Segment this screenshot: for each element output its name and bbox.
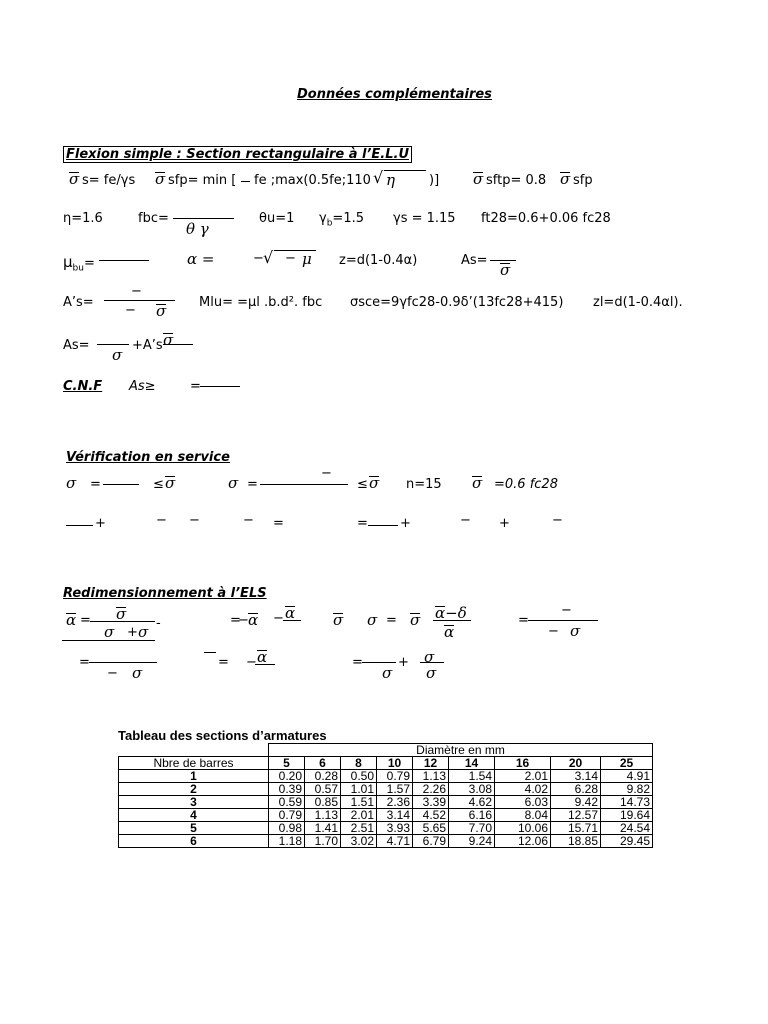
- service-line2-bar: [66, 525, 93, 526]
- section-value-cell: 0.57: [305, 783, 341, 796]
- redim-num-sigma: σ: [116, 605, 127, 623]
- service-eq-1: =: [90, 477, 101, 492]
- section-value-cell: 0.79: [377, 770, 413, 783]
- section-value-cell: 3.39: [413, 796, 449, 809]
- section-value-cell: 1.51: [341, 796, 377, 809]
- section-value-cell: 1.01: [341, 783, 377, 796]
- section-value-cell: 3.02: [341, 835, 377, 848]
- minus-sign-6: −: [156, 513, 167, 528]
- service-sigma-2: σ: [228, 474, 239, 492]
- sigma-sce-formula: σsce=9γfc28-0.9δ’(13fc28+415): [350, 295, 564, 310]
- as-prime-sigma: σ: [156, 302, 167, 320]
- zl-formula: zl=d(1-0.4αl).: [593, 295, 683, 310]
- redim-alpha-delta: α−δ: [435, 604, 467, 622]
- section-value-cell: 3.08: [449, 783, 495, 796]
- diameter-header: 25: [601, 757, 653, 770]
- section-value-cell: 6.28: [551, 783, 601, 796]
- minus-sign-11: -: [156, 616, 161, 631]
- section-value-cell: 0.79: [269, 809, 305, 822]
- eq-sign-3: =: [80, 613, 91, 628]
- section-value-cell: 9.24: [449, 835, 495, 848]
- eta-value: η=1.6: [63, 211, 103, 226]
- section-value-cell: 4.91: [601, 770, 653, 783]
- sigma-s-symbol: σ: [69, 170, 80, 188]
- service-le-2: ≤: [357, 477, 368, 492]
- bar-count-cell: 6: [119, 835, 269, 848]
- minus-sign-14: −: [561, 603, 572, 618]
- service-eq-2: =: [247, 477, 258, 492]
- redim-fraction-8: [420, 662, 444, 663]
- sqrt-symbol: √: [373, 168, 384, 187]
- section-value-cell: 14.73: [601, 796, 653, 809]
- section-value-cell: 6.16: [449, 809, 495, 822]
- plus-sign: +: [95, 516, 106, 531]
- section-value-cell: 10.06: [495, 822, 551, 835]
- section-value-cell: 0.85: [305, 796, 341, 809]
- table-row: [119, 770, 653, 783]
- bar-count-cell: 2: [119, 783, 269, 796]
- redim-sigma-5: σ: [367, 611, 378, 629]
- redim-alpha-bar-3: α: [285, 604, 296, 622]
- eq-sign-2: =: [357, 516, 368, 531]
- diameter-header: 20: [551, 757, 601, 770]
- section-value-cell: 4.02: [495, 783, 551, 796]
- section-value-cell: 0.39: [269, 783, 305, 796]
- as-sigma-2: σ: [112, 346, 123, 364]
- as-prime-bar-2: [163, 344, 193, 345]
- redim-fraction-6: [255, 664, 275, 665]
- redim-sigma-11: σ: [426, 664, 437, 682]
- section-value-cell: 29.45: [601, 835, 653, 848]
- section-value-cell: 2.26: [413, 783, 449, 796]
- redim-heading: Redimensionnement à l’ELS: [63, 586, 267, 601]
- redim-alpha-bar-4: α: [257, 648, 268, 666]
- redim-fraction-7: [362, 662, 396, 663]
- fbc-label: fbc=: [138, 211, 169, 226]
- sigma-sfp-formula: sfp= min [: [168, 173, 237, 188]
- section-value-cell: 0.59: [269, 796, 305, 809]
- section-value-cell: 0.98: [269, 822, 305, 835]
- minus-sign-15: −: [548, 624, 559, 639]
- service-heading: Vérification en service: [66, 450, 230, 465]
- mu-symbol: μ: [302, 250, 312, 268]
- minus-sign-10: −: [552, 513, 563, 528]
- minus-sign-5: −: [321, 466, 332, 481]
- eq-sign-8: =: [218, 655, 229, 670]
- mlu-formula: Mlu= =μl .b.d². fbc: [199, 295, 323, 310]
- minus-sign: −: [253, 251, 264, 266]
- table-corner: [119, 744, 269, 757]
- service-sigma-bar-1: σ: [165, 474, 176, 492]
- as-prime-fraction-bar: [104, 300, 175, 301]
- minus-sign-4: −: [125, 303, 136, 318]
- minus-sign-7: −: [189, 513, 200, 528]
- redim-sigma-10: σ: [424, 648, 435, 666]
- service-bar-1: [103, 484, 139, 485]
- diameter-header: 16: [495, 757, 551, 770]
- sigma-sfp-symbol-2: σ: [560, 170, 571, 188]
- table-row: [119, 835, 653, 848]
- minus-sign-9: −: [460, 513, 471, 528]
- sfp-max-term: fe ;max(0.5fe;110: [254, 173, 371, 188]
- section-value-cell: 3.14: [551, 770, 601, 783]
- flexion-heading: Flexion simple : Section rectangulaire à l’E.L.U: [63, 146, 412, 163]
- sigma-sfp-label: sfp: [573, 173, 593, 188]
- table-row: [119, 783, 653, 796]
- redim-alpha-den: α: [444, 623, 455, 641]
- as-prime-sigma-2: σ: [163, 331, 174, 349]
- redim-sigma-8: σ: [132, 664, 143, 682]
- plus-sign-2: +: [400, 516, 411, 531]
- service-n: n=15: [406, 477, 442, 492]
- service-line2-bar-2: [368, 525, 398, 526]
- redim-fraction-5: [89, 662, 157, 663]
- ft28-formula: ft28=0.6+0.06 fc28: [481, 211, 611, 226]
- z-formula: z=d(1-0.4α): [339, 253, 418, 268]
- bar-count-cell: 4: [119, 809, 269, 822]
- sigma-sfp-symbol: σ: [155, 170, 166, 188]
- plus-sign-5: +: [398, 655, 409, 670]
- cnf-eq: =: [190, 379, 201, 394]
- section-value-cell: 1.57: [377, 783, 413, 796]
- diameter-header: 8: [341, 757, 377, 770]
- minus-sign-3: −: [131, 284, 142, 299]
- section-value-cell: 1.18: [269, 835, 305, 848]
- minus-sign-13: −: [273, 611, 284, 626]
- service-sigma-bar-3: σ: [472, 474, 483, 492]
- cnf-bar: [200, 386, 240, 387]
- section-value-cell: 15.71: [551, 822, 601, 835]
- mu-fraction-bar: [99, 260, 149, 261]
- section-value-cell: 9.42: [551, 796, 601, 809]
- minus-sign-12: −: [238, 613, 249, 628]
- section-value-cell: 18.85: [551, 835, 601, 848]
- section-value-cell: 6.03: [495, 796, 551, 809]
- minus-sign-16: −: [107, 666, 118, 681]
- as-label-2: As=: [63, 338, 90, 353]
- cnf-as: As≥: [129, 379, 156, 394]
- redim-underline: [62, 640, 155, 641]
- bar-count-cell: 3: [119, 796, 269, 809]
- section-value-cell: 1.13: [413, 770, 449, 783]
- minus-sign-17: −: [246, 655, 257, 670]
- as-prime-label: A’s=: [63, 295, 94, 310]
- redim-sigma-bar-4: σ: [333, 611, 344, 629]
- service-fc: =0.6 fc28: [494, 477, 558, 492]
- diameter-header: 6: [305, 757, 341, 770]
- redim-sigma-7: σ: [570, 622, 581, 640]
- section-value-cell: 1.41: [305, 822, 341, 835]
- service-sigma-bar-2: σ: [369, 474, 380, 492]
- eq-sign-6: =: [518, 613, 529, 628]
- eta-symbol: η: [386, 171, 395, 189]
- fraction-bar: [241, 181, 250, 182]
- diameter-group-header: Diamètre en mm: [269, 744, 653, 757]
- section-value-cell: 2.01: [341, 809, 377, 822]
- bar-count-cell: 5: [119, 822, 269, 835]
- redim-bar-6: [204, 652, 216, 653]
- theta-u-value: θu=1: [259, 211, 295, 226]
- section-value-cell: 1.54: [449, 770, 495, 783]
- redim-sigma-9: σ: [382, 664, 393, 682]
- minus-sign-8: −: [243, 513, 254, 528]
- plus-sign-4: +: [127, 625, 138, 640]
- bar-count-cell: 1: [119, 770, 269, 783]
- section-value-cell: 5.65: [413, 822, 449, 835]
- section-value-cell: 24.54: [601, 822, 653, 835]
- section-value-cell: 4.71: [377, 835, 413, 848]
- section-value-cell: 1.13: [305, 809, 341, 822]
- mu-bu-label: $\mu_{bu}=$: [63, 253, 95, 274]
- redim-den-sigma-1: σ: [104, 623, 115, 641]
- section-value-cell: 2.51: [341, 822, 377, 835]
- section-value-cell: 0.28: [305, 770, 341, 783]
- diameter-header: 5: [269, 757, 305, 770]
- diameter-header: 12: [413, 757, 449, 770]
- section-value-cell: 3.93: [377, 822, 413, 835]
- gamma-b-value: $\gamma_b=1.5$: [319, 211, 364, 229]
- alpha-formula: α =: [187, 250, 215, 268]
- minus-sign-2: −: [285, 251, 296, 266]
- section-value-cell: 0.20: [269, 770, 305, 783]
- section-value-cell: 2.36: [377, 796, 413, 809]
- as-label: As=: [461, 253, 488, 268]
- gamma-s-value: γs = 1.15: [393, 211, 456, 226]
- sigma-sftp-symbol: σ: [473, 170, 484, 188]
- plus-as-prime: +A’s: [132, 338, 163, 353]
- table-row: [119, 822, 653, 835]
- sqrt-symbol-2: √: [263, 248, 274, 267]
- section-value-cell: 19.64: [601, 809, 653, 822]
- section-value-cell: 8.04: [495, 809, 551, 822]
- redim-fraction-3: [433, 620, 471, 621]
- service-sigma-1: σ: [66, 474, 77, 492]
- table-row: [119, 809, 653, 822]
- section-value-cell: 4.52: [413, 809, 449, 822]
- sigma-s-formula: s= fe/γs: [82, 173, 136, 188]
- redim-sigma-bar-6: σ: [410, 611, 421, 629]
- section-value-cell: 7.70: [449, 822, 495, 835]
- plus-sign-3: +: [499, 516, 510, 531]
- service-le-1: ≤: [153, 477, 164, 492]
- section-value-cell: 6.79: [413, 835, 449, 848]
- section-value-cell: 12.06: [495, 835, 551, 848]
- section-value-cell: 3.14: [377, 809, 413, 822]
- redim-alpha-bar: α: [66, 611, 77, 629]
- section-value-cell: 9.82: [601, 783, 653, 796]
- redim-alpha-bar-2: α: [248, 611, 259, 629]
- service-bar-2: [260, 484, 348, 485]
- armature-table: [118, 743, 653, 848]
- cnf-label: C.N.F: [63, 379, 103, 394]
- eq-sign-9: =: [352, 655, 363, 670]
- row-header: Nbre de barres: [119, 757, 269, 770]
- fbc-fraction-bar: [173, 218, 234, 219]
- redim-den-sigma-2: σ: [138, 623, 149, 641]
- redim-fraction-2: [283, 620, 301, 621]
- eq-sign: =: [273, 516, 284, 531]
- section-value-cell: 2.01: [495, 770, 551, 783]
- sfp-close: )]: [429, 173, 440, 188]
- section-value-cell: 0.50: [341, 770, 377, 783]
- as-fraction-bar-2: [97, 344, 129, 345]
- eq-sign-4: =: [230, 613, 241, 628]
- as-sigma: σ: [500, 261, 511, 279]
- document-title: Données complémentaires: [297, 87, 492, 102]
- table-title: Tableau des sections d’armatures: [118, 728, 327, 743]
- table-row: [119, 796, 653, 809]
- section-value-cell: 4.62: [449, 796, 495, 809]
- diameter-header: 14: [449, 757, 495, 770]
- section-value-cell: 12.57: [551, 809, 601, 822]
- redim-fraction-4: [528, 620, 598, 621]
- eq-sign-5: =: [386, 613, 397, 628]
- theta-gamma: θ γ: [186, 220, 209, 238]
- sigma-sftp-formula: sftp= 0.8: [486, 173, 547, 188]
- section-value-cell: 1.70: [305, 835, 341, 848]
- diameter-header: 10: [377, 757, 413, 770]
- eq-sign-7: =: [79, 655, 90, 670]
